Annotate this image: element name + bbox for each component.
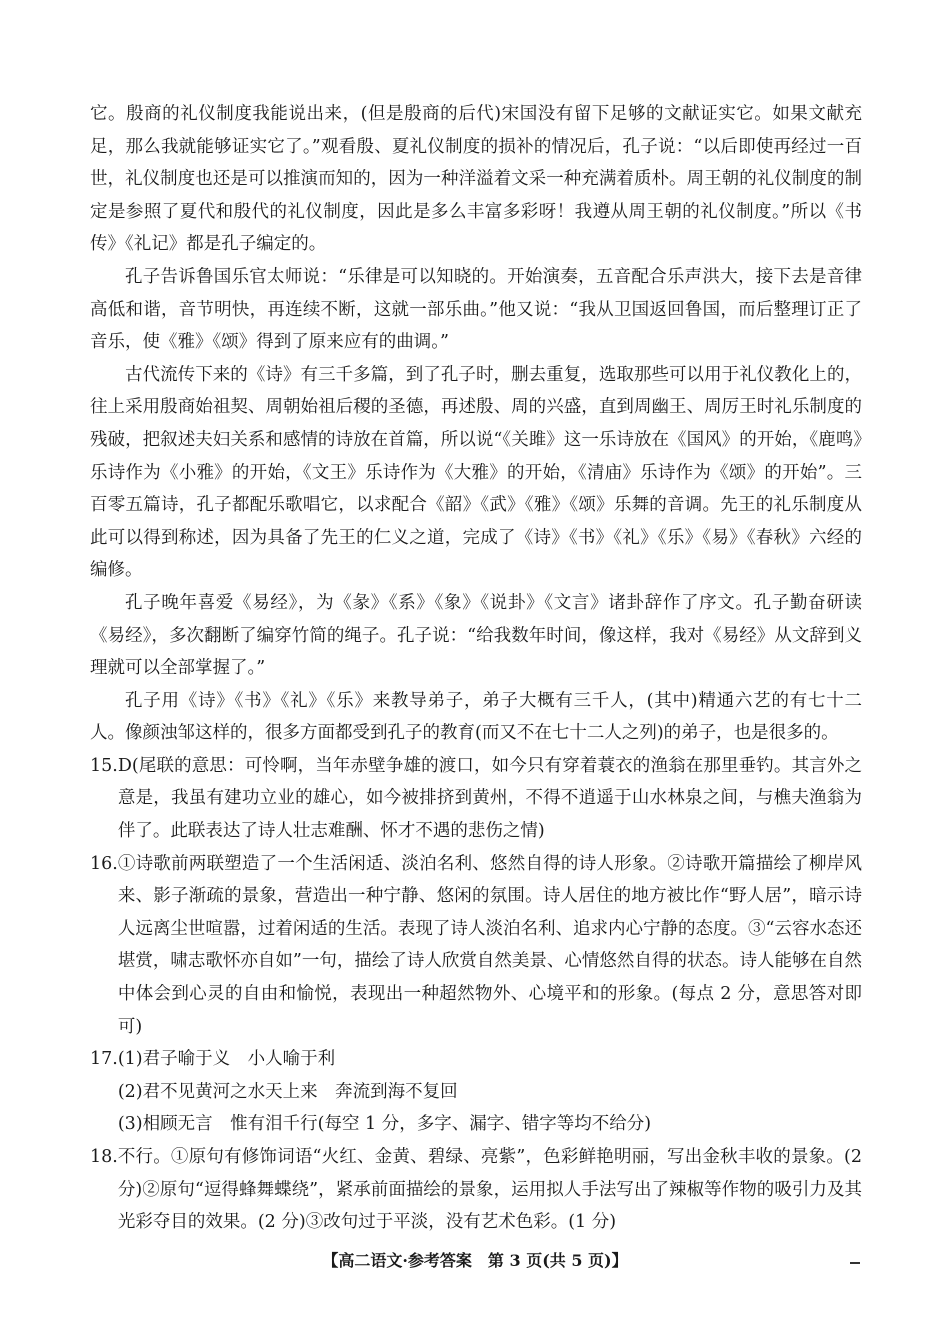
page-footer: 【高二语文·参考答案 第 3 页(共 5 页)】 — [322, 1251, 628, 1270]
page-content — [90, 98, 862, 1239]
answer-text: ①诗歌前两联塑造了一个生活闲适、淡泊名利、悠然自得的诗人形象。②诗歌开篇描绘了柳岸风来、影子渐疏的景象，营造出一种宁静、悠闲的氛围。诗人居住的地方被比作“野人居”，暗示诗人远离尘世喧嚣，过着闲适的生活。表现了诗人淡泊名利、追求内心宁静的态度。③“云容水态还堪赏，啸志歌怀亦自如”一句，描绘了诗人欣赏自然美景、心情悠然自得的状态。诗人能够在自然中体会到心灵的自由和愉悦，表现出一种超然物外、心境平和的形象。(每点 2 分，意思答对即可) — [117, 853, 862, 1037]
paragraph-shi: 古代流传下来的《诗》有三千多篇，到了孔子时，删去重复，选取那些可以用于礼仪教化上的，往上采用殷商始祖契、周朝始祖后稷的圣德，再述殷、周的兴盛，直到周幽王、周厉王时礼乐制度的残破，把叙述夫妇关系和感情的诗放在首篇，所以说“《关雎》这一乐诗放在《国风》的开始，《鹿鸣》乐诗作为《小雅》的开始，《文王》乐诗作为《大雅》的开始，《清庙》乐诗作为《颂》的开始”。三百零五篇诗，孔子都配乐歌唱它，以求配合《韶》《武》《雅》《颂》乐舞的音调。先王的礼乐制度从此可以得到称述，因为具备了先王的仁义之道，完成了《诗》《书》《礼》《乐》《易》《春秋》六经的编修。 — [90, 364, 862, 581]
paragraph-li-yi: 它。殷商的礼仪制度我能说出来，(但是殷商的后代)宋国没有留下足够的文献证实它。如果文献充足，那么我就能够证实它了。”观看殷、夏礼仪制度的损补的情况后，孔子说：“以后即使再经过一百世，礼仪制度也还是可以推演而知的，因为一种洋溢着文采一种充满着质朴。周王朝的礼仪制度的制定是参照了夏代和殷代的礼仪制度，因此是多么丰富多彩呀！我遵从周王朝的礼仪制度。”所以《书传》《礼记》都是孔子编定的。 — [90, 104, 862, 255]
corner-mark — [850, 1262, 860, 1264]
answer-17 — [90, 1043, 862, 1141]
answer-number: 17. — [90, 1049, 118, 1070]
answer-line: (3)相顾无言 惟有泪千行(每空 1 分，多字、漏字、错字等均不给分) — [117, 1114, 652, 1135]
answer-18 — [90, 1141, 862, 1239]
answer-text: 不行。①原句有修饰词语“火红、金黄、碧绿、亮紫”，色彩鲜艳明丽，写出金秋丰收的景象。(2 分)②原句“逗得蜂舞蝶绕”，紧承前面描绘的景象，运用拟人手法写出了辣椒等作物的吸引力及其光彩夺目的效果。(2 分)③改句过于平淡，没有艺术色彩。(1 分) — [117, 1147, 862, 1233]
answer-number: 15. — [90, 755, 118, 776]
paragraph-yue: 孔子告诉鲁国乐官太师说：“乐律是可以知晓的。开始演奏，五音配合乐声洪大，接下去是音律高低和谐，音节明快，再连续不断，这就一部乐曲。”他又说：“我从卫国返回鲁国，而后整理订正了音乐，使《雅》《颂》得到了原来应有的曲调。” — [90, 266, 862, 353]
answer-line: (1)君子喻于义 小人喻于利 — [117, 1049, 336, 1070]
paragraph-yi-jing: 孔子晚年喜爱《易经》，为《彖》《系》《象》《说卦》《文言》诸卦辞作了序文。孔子勤奋研读《易经》，多次翻断了编穿竹简的绳子。孔子说：“给我数年时间，像这样，我对《易经》从文辞到义理就可以全部掌握了。” — [90, 592, 862, 679]
answer-number: 18. — [90, 1147, 118, 1167]
answer-text: D(尾联的意思：可怜啊，当年赤壁争雄的渡口，如今只有穿着蓑衣的渔翁在那里垂钓。其言外之意是，我虽有建功立业的雄心，如今被排挤到黄州，不得不逍遥于山水林泉之间，与樵夫渔翁为伴了。此联表达了诗人壮志难酬、怀才不遇的悲伤之情) — [117, 755, 862, 842]
answer-number: 16. — [90, 853, 118, 874]
answer-line: (2)君不见黄河之水天上来 奔流到海不复回 — [117, 1081, 458, 1102]
paragraph-di-zi: 孔子用《诗》《书》《礼》《乐》来教导弟子，弟子大概有三千人，(其中)精通六艺的有七十二人。像颜浊邹这样的，很多方面都受到孔子的教育(而又不在七十二人之列)的弟子，也是很多的。 — [90, 690, 862, 744]
answer-15 — [90, 750, 862, 848]
answer-16 — [90, 848, 862, 1044]
